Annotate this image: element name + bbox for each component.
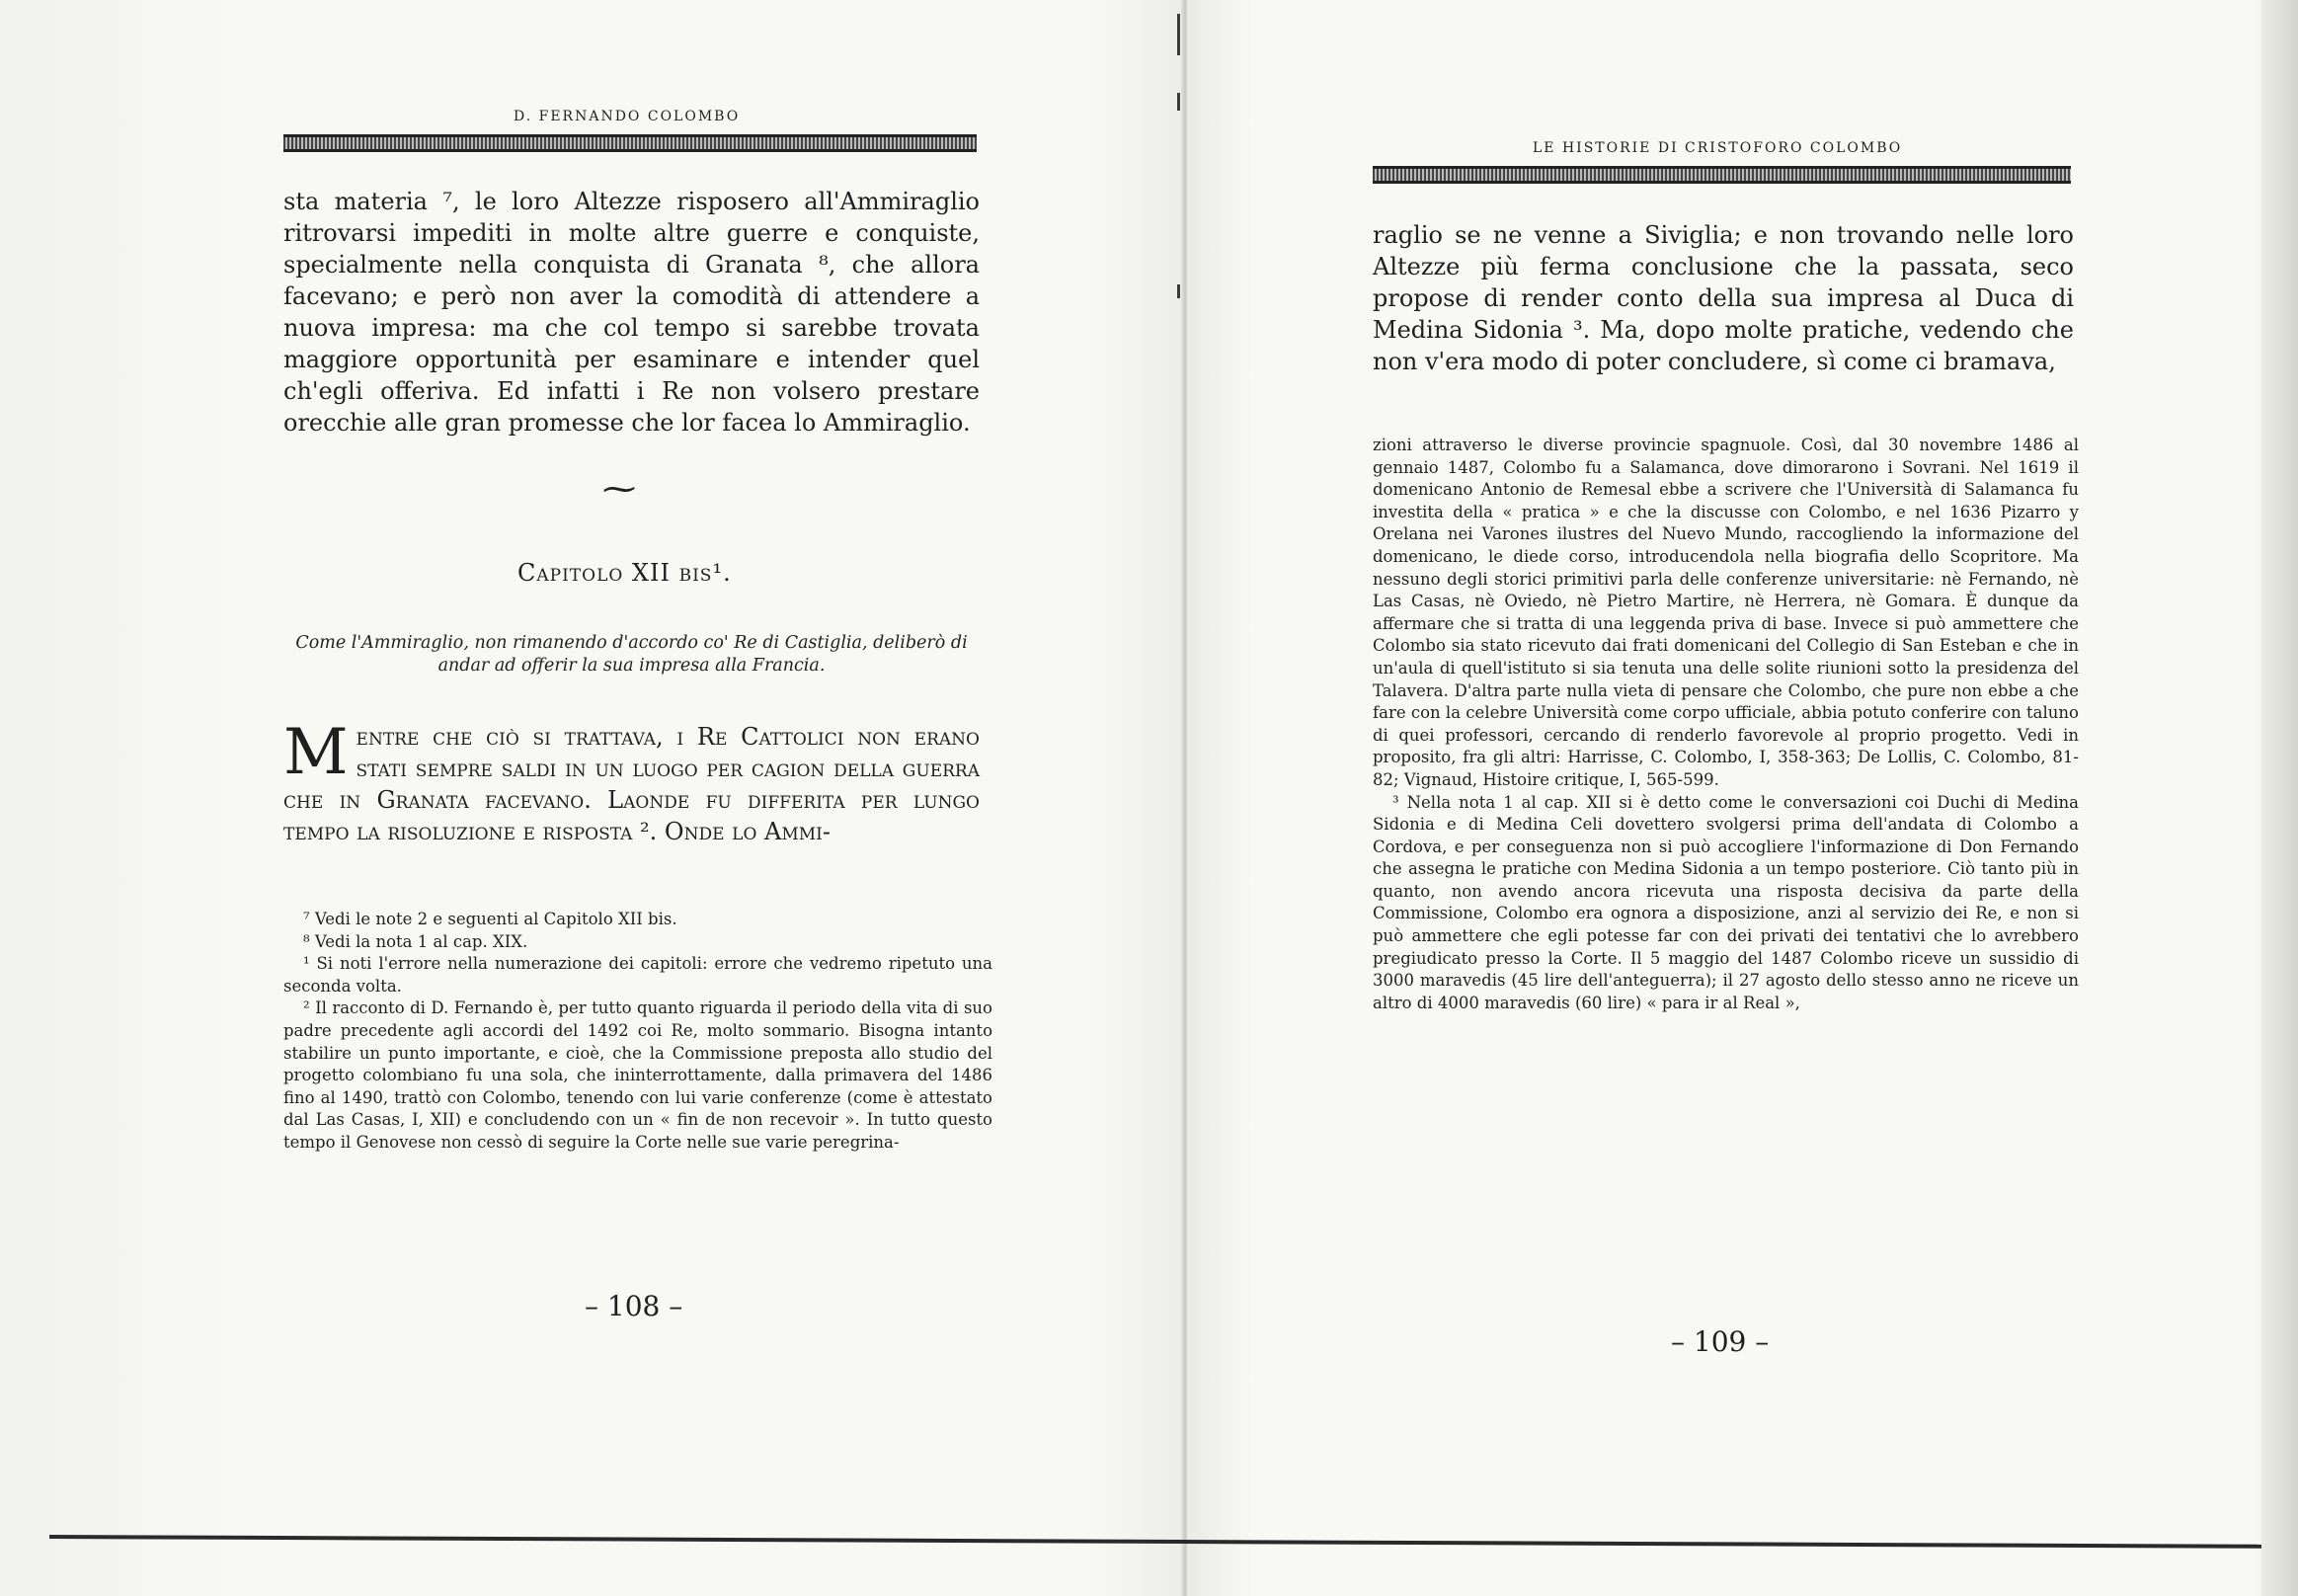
- gutter-mark: [1177, 93, 1180, 111]
- header-rule: [283, 134, 977, 152]
- footnote: ³ Nella nota 1 al cap. XII si è detto come le conversazioni coi Duchi di Medina Sidonia e di Medina Celi dovettero svolgersi prima dell'andata di Colombo a Cordova, e per conseguenza non si può accogliere l'informazione di Don Fernando che assegna le pratiche con Medina Sidonia a un tempo posteriore. Ciò tanto più in quanto, non avendo ancora ricevuta una risposta decisiva da parte della Commissione, Colombo era ognora a disposizione, anzi al servizio dei Re, e non si può ammettere che egli potesse far con dei privati dei tentativi che lo avrebbero pregiudicato presso la Corte. Il 5 maggio del 1487 Colombo riceve un sussidio di 3000 maravedis (45 lire dell'anteguerra); il 27 agosto dello stesso anno ne riceve un altro di 4000 maravedis (60 lire) « para ir al Real »,: [1373, 792, 2079, 1012]
- ornament: ⁓: [602, 469, 636, 509]
- footnote: ⁸ Vedi la nota 1 al cap. XIX.: [303, 931, 528, 951]
- running-head: LE HISTORIE DI CRISTOFORO COLOMBO: [1533, 140, 1903, 156]
- right-page: [1187, 0, 2298, 1596]
- chapter-text-body: entre che ciò si trattava, i Re Cattolici non erano stati sempre saldi in un luogo per cagion della guerra che in Granata facevano. Laonde fu differita per lungo tempo la risoluzione e risposta ². Onde lo Ammi-: [283, 723, 980, 845]
- footnotes: [1373, 435, 2079, 1014]
- gutter-mark: [1177, 284, 1180, 298]
- chapter-title: Capitolo XII bis¹.: [517, 559, 732, 587]
- header-rule: [1373, 166, 2071, 184]
- running-head: D. FERNANDO COLOMBO: [514, 109, 741, 124]
- page-number: – 108 –: [585, 1290, 683, 1322]
- footnote: ² Il racconto di D. Fernando è, per tutto quanto riguarda il periodo della vita di suo padre precedente agli accordi del 1492 coi Re, molto sommario. Bisogna intanto stabilire un punto importante, e cioè, che la Commissione preposta allo studio del progetto colombiano fu una sola, che ininterrottamente, dalla primavera del 1486 fino al 1490, trattò con Colombo, tenendo con lui varie conferenze (come è attestato dal Las Casas, I, XII) e concludendo con un « fin de non recevoir ». In tutto questo tempo il Genovese non cessò di seguire la Corte nelle sue varie peregrina-: [283, 998, 992, 1152]
- body-text-top: sta materia ⁷, le loro Altezze risposero all'Ammiraglio ritrovarsi impediti in molte altre guerre e conquiste, specialmente nella conquista di Granata ⁸, che allora facevano; e però non aver la comodità di attendere a nuova impresa: ma che col tempo si sarebbe trovata maggiore opportunità per esaminare e intender quel ch'egli offeriva. Ed infatti i Re non volsero prestare orecchie alle gran promesse che lor facea lo Ammiraglio.: [283, 188, 980, 437]
- page-number: – 109 –: [1671, 1325, 1770, 1358]
- gutter-mark: [1177, 14, 1180, 55]
- chapter-subtitle: Come l'Ammiraglio, non rimanendo d'accordo co' Re di Castiglia, deliberò di andar ad offerir la sua impresa alla Francia.: [295, 633, 968, 676]
- footnote: ¹ Si noti l'errore nella numerazione dei capitoli: errore che vedremo ripetuto una seconda volta.: [283, 954, 992, 996]
- footnotes: [283, 909, 992, 1155]
- chapter-text: [283, 716, 980, 847]
- footnote: ⁷ Vedi le note 2 e seguenti al Capitolo XII bis.: [303, 910, 677, 928]
- drop-cap: M: [283, 716, 349, 789]
- body-text-top: raglio se ne venne a Siviglia; e non trovando nelle loro Altezze più ferma conclusione che la passata, seco propose di render conto della sua impresa al Duca di Medina Sidonia ³. Ma, dopo molte pratiche, vedendo che non v'era modo di poter concludere, sì come ci bramava,: [1373, 221, 2074, 375]
- page-edge: [2261, 0, 2298, 1596]
- footnote-continuation: zioni attraverso le diverse provincie spagnuole. Così, dal 30 novembre 1486 al gennaio 1487, Colombo fu a Salamanca, dove dimorarono i Sovrani. Nel 1619 il domenicano Antonio de Remesal ebbe a scrivere che l'Università di Salamanca fu investita della « pratica » e che la discusse con Colombo, e nel 1636 Pizarro y Orelana nei Varones ilustres del Nuevo Mundo, raccogliendo la informazione del domenicano, le diede corso, introducendola nella biografia dello Scopritore. Ma nessuno degli storici primitivi parla delle conferenze universitarie: nè Fernando, nè Las Casas, nè Oviedo, nè Pietro Martire, nè Herrera, nè Gomara. È dunque da affermare che si tratta di una leggenda priva di base. Invece si può ammettere che Colombo sia stato ricevuto dai frati domenicani del Collegio di San Esteban e che in un'aula di quell'istituto si sia tenuta una delle solite riunioni sotto la presidenza del Talavera. D'altra parte nulla vieta di pensare che Colombo, che pure non ebbe a che fare con la celebre Università come corpo ufficiale, abbia potuto conferire con taluno di quei professori, cercando di renderlo favorevole al proprio progetto. Vedi in proposito, fra gli altri: Harrisse, C. Colombo, I, 358-363; De Lollis, C. Colombo, 81-82; Vignaud, Histoire critique, I, 565-599.: [1373, 436, 2079, 789]
